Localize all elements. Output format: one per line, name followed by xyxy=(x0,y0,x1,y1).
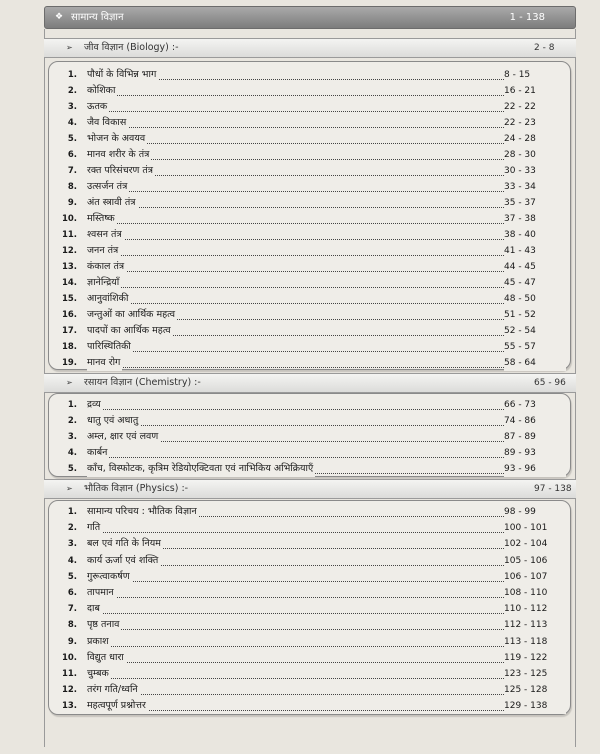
arrow-bullet-icon: ➢ xyxy=(66,484,73,493)
entry-title: गुरूत्वाकर्षण xyxy=(87,569,132,585)
entry-page-range: 74 - 86 xyxy=(504,413,566,429)
entry-title: प्रकाश xyxy=(87,634,111,650)
entry-page-range: 28 - 30 xyxy=(504,147,566,163)
toc-entry xyxy=(49,243,570,259)
entry-page-range: 98 - 99 xyxy=(504,504,566,520)
toc-entry xyxy=(49,67,570,83)
main-header xyxy=(44,6,576,29)
toc-entry xyxy=(49,553,570,569)
entry-page-range: 48 - 50 xyxy=(504,291,566,307)
main-title: सामान्य विज्ञान xyxy=(71,12,124,23)
entry-page-range: 30 - 33 xyxy=(504,163,566,179)
entry-title: धातु एवं अधातु xyxy=(87,413,140,429)
section-page-range: 65 - 96 xyxy=(534,378,566,388)
toc-entry xyxy=(49,601,570,617)
toc-entry xyxy=(49,585,570,601)
entry-title: गति xyxy=(87,520,102,536)
entry-title: कंकाल तंत्र xyxy=(87,259,126,275)
entry-title: पृष्ठ तनाव xyxy=(87,617,121,633)
entry-number: 13. xyxy=(61,701,77,712)
entry-number: 7. xyxy=(67,604,77,615)
section-header-physics xyxy=(44,479,576,499)
entry-number: 15. xyxy=(61,294,77,304)
toc-entry xyxy=(49,413,570,429)
entry-number: 12. xyxy=(61,685,77,696)
entry-number: 9. xyxy=(67,198,77,208)
toc-entry xyxy=(49,461,570,477)
entry-title: भोजन के अवयव xyxy=(87,131,147,147)
entry-number: 12. xyxy=(61,246,77,256)
toc-entry xyxy=(49,536,570,552)
entry-page-range: 58 - 64 xyxy=(504,355,566,371)
entry-page-range: 8 - 15 xyxy=(504,67,566,83)
dot-leader xyxy=(87,99,542,112)
toc-entry xyxy=(49,163,570,179)
toc-entry xyxy=(49,698,570,714)
entry-title: तरंग गति/ध्वनि xyxy=(87,682,140,698)
entry-title: कोशिका xyxy=(87,83,117,99)
entry-page-range: 45 - 47 xyxy=(504,275,566,291)
dot-leader xyxy=(87,147,542,160)
entry-number: 10. xyxy=(61,214,77,224)
dot-leader xyxy=(87,445,542,458)
entry-page-range: 22 - 23 xyxy=(504,115,566,131)
entry-number: 7. xyxy=(67,166,77,176)
entry-number: 5. xyxy=(67,134,77,144)
entry-title: कार्य ऊर्जा एवं शक्ति xyxy=(87,553,160,569)
dot-leader xyxy=(87,131,542,144)
toc-entry xyxy=(49,227,570,243)
toc-entry xyxy=(49,307,570,323)
toc-entry xyxy=(49,211,570,227)
dot-leader xyxy=(87,275,542,288)
entry-title: मानव रोग xyxy=(87,355,122,371)
entry-title: जन्तुओं का आर्थिक महत्व xyxy=(87,307,177,323)
dot-leader xyxy=(87,520,542,533)
section-title: भौतिक विज्ञान (Physics) :- xyxy=(84,483,189,494)
entry-number: 2. xyxy=(67,416,77,426)
dot-leader xyxy=(87,195,542,208)
entry-page-range: 38 - 40 xyxy=(504,227,566,243)
toc-entry xyxy=(49,569,570,585)
entry-number: 1. xyxy=(67,400,77,410)
entry-page-range: 51 - 52 xyxy=(504,307,566,323)
section-page-range: 97 - 138 xyxy=(534,484,572,494)
entry-title: ऊतक xyxy=(87,99,109,115)
arrow-bullet-icon: ➢ xyxy=(66,43,73,52)
entry-number: 17. xyxy=(61,326,77,336)
entry-page-range: 44 - 45 xyxy=(504,259,566,275)
entry-title: उत्सर्जन तंत्र xyxy=(87,179,129,195)
dot-leader xyxy=(87,291,542,304)
entry-page-range: 93 - 96 xyxy=(504,461,566,477)
entry-page-range: 37 - 38 xyxy=(504,211,566,227)
entry-page-range: 22 - 22 xyxy=(504,99,566,115)
entry-title: महत्वपूर्ण प्रश्नोत्तर xyxy=(87,698,148,714)
dot-leader xyxy=(87,617,542,630)
arrow-bullet-icon: ➢ xyxy=(66,378,73,387)
dot-leader xyxy=(87,163,542,176)
dot-leader xyxy=(87,650,542,663)
entry-title: पारिस्थितिकी xyxy=(87,339,133,355)
toc-entry xyxy=(49,355,570,371)
dot-leader xyxy=(87,569,542,582)
entry-title: जनन तंत्र xyxy=(87,243,120,259)
entry-page-range: 112 - 113 xyxy=(504,617,566,633)
dot-leader xyxy=(87,413,542,426)
entry-number: 3. xyxy=(67,539,77,550)
entry-number: 3. xyxy=(67,102,77,112)
entry-title: रक्त परिसंचरण तंत्र xyxy=(87,163,155,179)
toc-entry xyxy=(49,115,570,131)
entry-page-range: 105 - 106 xyxy=(504,553,566,569)
dot-leader xyxy=(87,666,542,679)
entry-title: श्वसन तंत्र xyxy=(87,227,124,243)
entry-page-range: 35 - 37 xyxy=(504,195,566,211)
dot-leader xyxy=(87,259,542,272)
toc-entry xyxy=(49,634,570,650)
entry-page-range: 129 - 138 xyxy=(504,698,566,714)
section-title: रसायन विज्ञान (Chemistry) :- xyxy=(84,377,201,388)
toc-entry xyxy=(49,682,570,698)
entry-number: 11. xyxy=(61,669,77,679)
entry-page-range: 125 - 128 xyxy=(504,682,566,698)
entry-page-range: 66 - 73 xyxy=(504,397,566,413)
dot-leader xyxy=(87,211,542,224)
entry-page-range: 110 - 112 xyxy=(504,601,566,617)
entry-number: 1. xyxy=(67,70,77,80)
dot-leader xyxy=(87,227,542,240)
entry-number: 8. xyxy=(67,620,77,631)
entry-number: 18. xyxy=(61,342,77,352)
dot-leader xyxy=(87,585,542,598)
entry-number: 16. xyxy=(61,310,77,320)
toc-entry xyxy=(49,504,570,520)
toc-entry xyxy=(49,617,570,633)
entry-title: काँच, विस्फोटक, कृत्रिम रेडियोएक्टिवता एवं नाभिकिय अभिक्रियाएँ xyxy=(87,461,315,477)
dot-leader xyxy=(87,601,542,614)
dot-leader xyxy=(87,115,542,128)
entry-page-range: 41 - 43 xyxy=(504,243,566,259)
entry-number: 2. xyxy=(67,523,77,534)
entry-page-range: 87 - 89 xyxy=(504,429,566,445)
entry-number: 4. xyxy=(67,448,77,458)
dot-leader xyxy=(87,682,542,695)
toc-entry xyxy=(49,259,570,275)
section-list-chemistry xyxy=(48,393,571,477)
entry-number: 19. xyxy=(61,358,77,368)
entry-number: 5. xyxy=(67,571,77,582)
toc-entry xyxy=(49,650,570,666)
dot-leader xyxy=(87,698,542,711)
entry-title: ज्ञानेन्द्रियाँ xyxy=(87,275,121,291)
toc-entry xyxy=(49,131,570,147)
entry-page-range: 113 - 118 xyxy=(504,634,566,650)
entry-page-range: 106 - 107 xyxy=(504,569,566,585)
entry-number: 4. xyxy=(67,118,77,128)
toc-entry xyxy=(49,179,570,195)
entry-page-range: 102 - 104 xyxy=(504,536,566,552)
section-list-biology xyxy=(48,61,571,370)
entry-title: पादपों का आर्थिक महत्व xyxy=(87,323,173,339)
entry-number: 3. xyxy=(67,432,77,442)
entry-number: 13. xyxy=(61,262,77,272)
main-page-range: 1 - 138 xyxy=(509,12,545,23)
entry-page-range: 123 - 125 xyxy=(504,666,566,682)
entry-page-range: 52 - 54 xyxy=(504,323,566,339)
diamond-bullet-icon: ❖ xyxy=(55,12,64,22)
entry-page-range: 108 - 110 xyxy=(504,585,566,601)
entry-number: 6. xyxy=(67,150,77,160)
toc-entry xyxy=(49,323,570,339)
entry-title: तापमान xyxy=(87,585,116,601)
entry-number: 14. xyxy=(61,278,77,288)
entry-number: 8. xyxy=(67,182,77,192)
entry-page-range: 89 - 93 xyxy=(504,445,566,461)
section-page-range: 2 - 8 xyxy=(534,43,555,53)
toc-entry xyxy=(49,339,570,355)
section-title: जीव विज्ञान (Biology) :- xyxy=(84,42,179,53)
section-header-chemistry xyxy=(44,373,576,393)
entry-title: विद्युत धारा xyxy=(87,650,126,666)
entry-page-range: 119 - 122 xyxy=(504,650,566,666)
entry-page-range: 33 - 34 xyxy=(504,179,566,195)
entry-number: 6. xyxy=(67,588,77,598)
entry-number: 2. xyxy=(67,86,77,96)
dot-leader xyxy=(87,83,542,96)
entry-title: पौधों के विभिन्न भाग xyxy=(87,67,158,83)
toc-entry xyxy=(49,83,570,99)
toc-entry xyxy=(49,520,570,536)
entry-number: 4. xyxy=(67,555,77,566)
entry-number: 10. xyxy=(61,652,77,663)
entry-title: कार्बन xyxy=(87,445,109,461)
toc-entry xyxy=(49,429,570,445)
entry-title: सामान्य परिचय : भौतिक विज्ञान xyxy=(87,504,199,520)
entry-title: अंत स्त्रावी तंत्र xyxy=(87,195,138,211)
entry-page-range: 16 - 21 xyxy=(504,83,566,99)
toc-entry xyxy=(49,147,570,163)
toc-entry xyxy=(49,666,570,682)
toc-entry xyxy=(49,275,570,291)
dot-leader xyxy=(87,634,542,647)
entry-title: मस्तिष्क xyxy=(87,211,117,227)
entry-title: दाब xyxy=(87,601,102,617)
entry-title: आनुवांशिकी xyxy=(87,291,130,307)
entry-page-range: 55 - 57 xyxy=(504,339,566,355)
dot-leader xyxy=(87,397,542,410)
toc-entry xyxy=(49,445,570,461)
entry-title: बल एवं गति के नियम xyxy=(87,536,163,552)
entry-page-range: 100 - 101 xyxy=(504,520,566,536)
toc-entry xyxy=(49,291,570,307)
entry-title: मानव शरीर के तंत्र xyxy=(87,147,151,163)
section-list-physics xyxy=(48,500,571,715)
entry-number: 11. xyxy=(61,230,77,240)
toc-entry xyxy=(49,99,570,115)
entry-number: 1. xyxy=(67,507,77,517)
dot-leader xyxy=(87,355,542,368)
entry-number: 5. xyxy=(67,464,77,474)
dot-leader xyxy=(87,179,542,192)
toc-entry xyxy=(49,397,570,413)
entry-title: अम्ल, क्षार एवं लवण xyxy=(87,429,160,445)
entry-page-range: 24 - 28 xyxy=(504,131,566,147)
dot-leader xyxy=(87,339,542,352)
entry-title: द्रव्य xyxy=(87,397,103,413)
entry-title: चुम्बक xyxy=(87,666,111,682)
toc-entry xyxy=(49,195,570,211)
dot-leader xyxy=(87,243,542,256)
entry-title: जैव विकास xyxy=(87,115,128,131)
entry-number: 9. xyxy=(67,636,77,647)
section-header-biology xyxy=(44,38,576,58)
